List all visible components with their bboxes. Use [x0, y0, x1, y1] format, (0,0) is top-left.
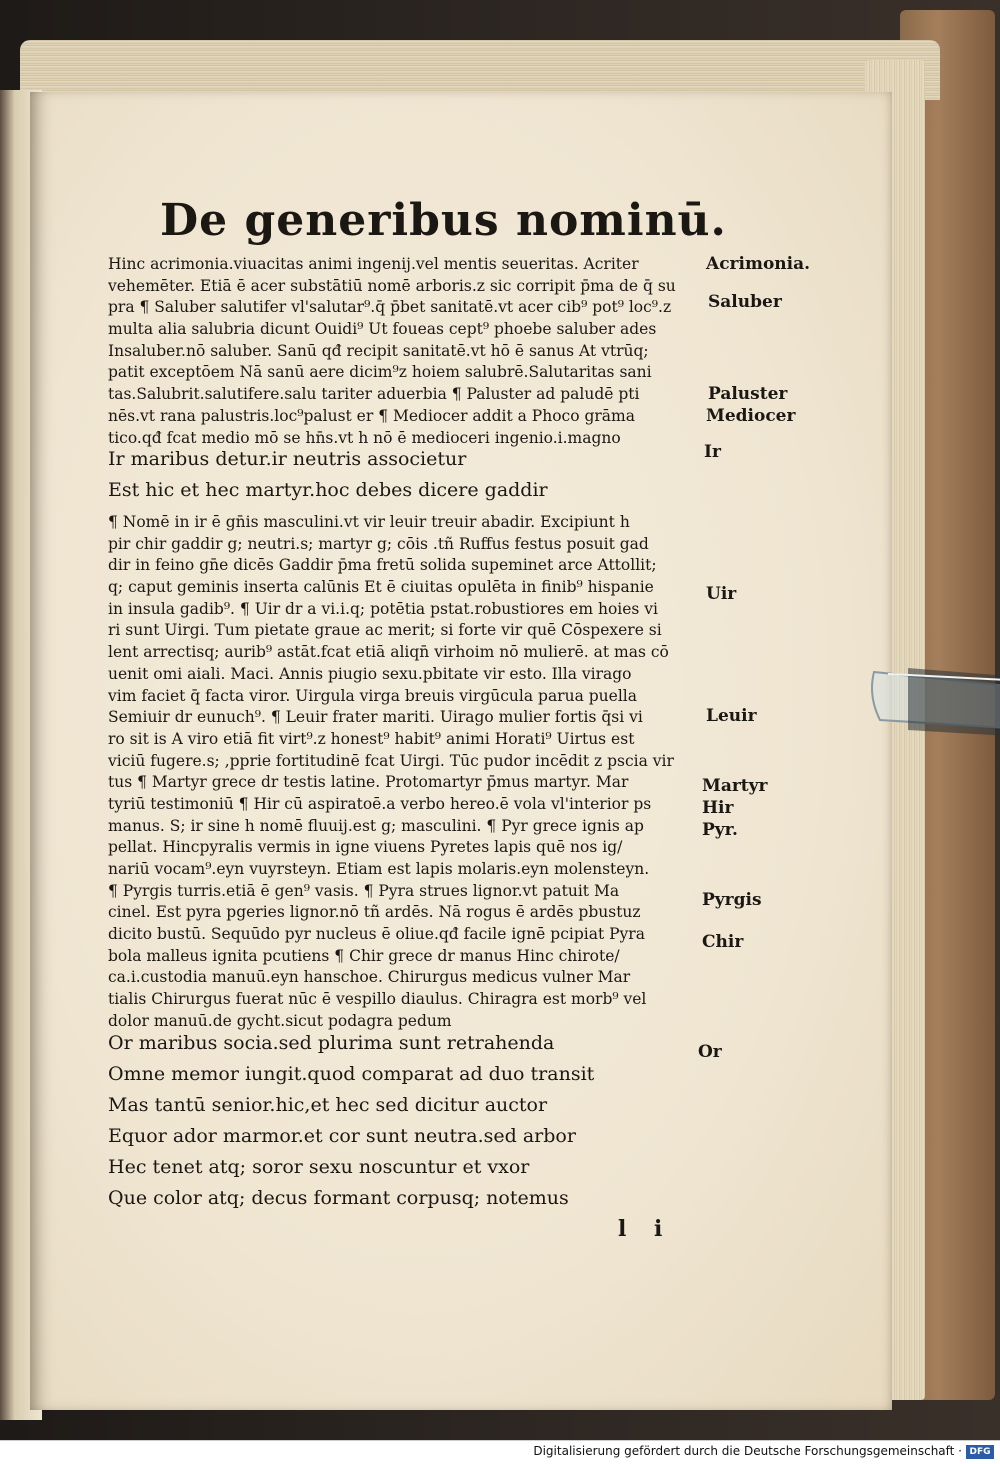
text-line: ca.i.custodia manuū.eyn hanschoe. Chirurgus medicus vulner Mar — [108, 968, 631, 987]
text-line: vim faciet q̄ facta viror. Uirgula virga breuis virgūcula parua puella — [108, 686, 637, 705]
text-line: Que color atq; decus formant corpusq; notemus — [108, 1187, 569, 1209]
text-line: vehemēter. Etiā ē acer substātiū nomē arboris.z sic corripit p̄ma de q̄ su — [108, 276, 676, 295]
verse-ir — [108, 444, 698, 506]
text-line: ¶ Pyrgis turris.etiā ē gen⁹ vasis. ¶ Pyra strues lignor.vt patuit Ma — [108, 881, 620, 900]
text-line: Est hic et hec martyr.hoc debes dicere gaddir — [108, 479, 548, 501]
text-line: Insaluber.nō saluber. Sanū qđ recipit sanitatē.vt hō ē sanus At vtrūq; — [108, 341, 649, 360]
margin-note: Uir — [706, 584, 737, 604]
page-head-edge — [20, 40, 940, 100]
text-line: tico.qđ fcat medio mō se hn̄s.vt h nō ē medioceri ingenio.i.magno — [108, 428, 621, 447]
paragraph-acrimonia — [108, 254, 698, 449]
text-line: pir chir gaddir g; neutri.s; martyr g; cōis .tñ Ruffus festus posuit gad — [108, 534, 649, 553]
text-line: viciū fugere.s; ,pprie fortitudinē fcat Uirgi. Tūc pudor incēdit z pscia vir — [108, 751, 674, 770]
text-line: tas.Salubrit.salutifere.salu tariter aduerbia ¶ Paluster ad paludē pti — [108, 385, 640, 404]
text-line: Omne memor iungit.quod comparat ad duo transit — [108, 1063, 595, 1085]
margin-note: Martyr — [702, 776, 768, 796]
text-line: lent arrectisq; aurib⁹ astāt.fcat etiā aliqn̄ virhoim nō mulierē. at mas cō — [108, 643, 669, 662]
margin-note: Pyr. — [702, 820, 738, 840]
text-line: tyriū testimoniū ¶ Hir cū aspiratoē.a verbo hereo.ē vola vl'interior ps — [108, 794, 652, 813]
margin-note: Leuir — [706, 706, 757, 726]
footer-bar — [0, 1440, 1000, 1464]
text-line: q; caput geminis inserta calūnis Et ē ciuitas opulēta in finib⁹ hispanie — [108, 578, 654, 597]
text-line: ri sunt Uirgi. Tum pietate graue ac merit; si forte vir quē Cōspexere si — [108, 621, 662, 640]
text-line: tialis Chirurgus fuerat nūc ē vespillo diaulus. Chiragra est morb⁹ vel — [108, 990, 647, 1009]
text-line: pra ¶ Saluber salutifer vl'salutar⁹.q̄ p̄bet sanitatē.vt acer cib⁹ pot⁹ loc⁹.z — [108, 298, 672, 317]
text-line: Equor ador marmor.et cor sunt neutra.sed arbor — [108, 1125, 576, 1147]
text-line: Hinc acrimonia.viuacitas animi ingenij.vel mentis seueritas. Acriter — [108, 255, 639, 273]
text-line: tus ¶ Martyr grece dr testis latine. Protomartyr p̄mus martyr. Mar — [108, 773, 629, 792]
text-line: nēs.vt rana palustris.loc⁹palust er ¶ Mediocer addit a Phoco grāma — [108, 406, 635, 425]
text-line: Mas tantū senior.hic,et hec sed dicitur auctor — [108, 1094, 548, 1116]
verse-or — [108, 1028, 698, 1214]
margin-note: Mediocer — [706, 406, 796, 426]
text-line: uenit omi aiali. Maci. Annis piugio sexu.pbitate vir esto. Illa virago — [108, 664, 632, 683]
text-line: pellat. Hincpyralis vermis in igne viuens Pyretes lapis quē nos ig/ — [108, 838, 623, 857]
text-line: nariū vocam⁹.eyn vuyrsteyn. Etiam est lapis molaris.eyn molensteyn. — [108, 860, 650, 878]
text-line: Ir maribus detur.ir neutris associetur — [108, 448, 467, 470]
text-line: patit exceptōem Nā sanū aere dicim⁹z hoiem salubrē.Salutaritas sani — [108, 363, 652, 382]
margin-note: Ir — [704, 442, 721, 462]
margin-note: Saluber — [708, 292, 782, 312]
text-line: cinel. Est pyra pgeries lignor.nō tñ ardēs. Nā rogus ē ardēs pbustuz — [108, 903, 641, 922]
dfg-logo: DFG — [966, 1445, 994, 1459]
margin-note: Paluster — [708, 384, 788, 404]
margin-note: Hir — [702, 798, 734, 818]
page-heading: De generibus nominū. — [160, 195, 727, 246]
page-clamp-tool — [868, 656, 1000, 736]
text-line: Or maribus socia.sed plurima sunt retrahenda — [108, 1032, 555, 1054]
text-line: dir in feino gn̄e dicēs Gaddir p̄ma fretū solida supeminet arce Attollit; — [108, 556, 657, 575]
text-line: in insula gadib⁹. ¶ Uir dr a vi.i.q; potētia pstat.robustiores em hoies vi — [108, 599, 659, 618]
paragraph-ir-nouns — [108, 512, 698, 1033]
text-line: Hec tenet atq; soror sexu noscuntur et vxor — [108, 1156, 530, 1178]
text-line: Semiuir dr eunuch⁹. ¶ Leuir frater mariti. Uirago mulier fortis q̄si vi — [108, 708, 643, 727]
text-line: bola malleus ignita pcutiens ¶ Chir grece dr manus Hinc chirote/ — [108, 946, 620, 965]
text-line: multa alia salubria dicunt Ouidi⁹ Ut foueas cept⁹ phoebe saluber ades — [108, 320, 657, 339]
text-line: ¶ Nomē in ir ē gn̄is masculini.vt vir leuir treuir abadir. Excipiunt h — [108, 513, 630, 531]
footer-credit: Digitalisierung gefördert durch die Deutsche Forschungsgemeinschaft · — [533, 1444, 962, 1458]
margin-note: Pyrgis — [702, 890, 762, 910]
margin-note: Or — [698, 1042, 722, 1062]
text-line: ro sit is A viro etiā fit virt⁹.z honest⁹ habit⁹ animi Horati⁹ Uirtus est — [108, 729, 635, 748]
text-line: manus. S; ir sine h nomē fluuij.est g; masculini. ¶ Pyr grece ignis ap — [108, 816, 644, 835]
text-line: dicito bustū. Sequūdo pyr nucleus ē oliue.qđ facile ignē pcipiat Pyra — [108, 925, 645, 944]
signature-mark: l i — [618, 1216, 673, 1242]
text-line: dolor manuū.de gycht.sicut podagra pedum — [108, 1011, 452, 1030]
margin-note: Chir — [702, 932, 744, 952]
margin-note: Acrimonia. — [706, 254, 811, 274]
